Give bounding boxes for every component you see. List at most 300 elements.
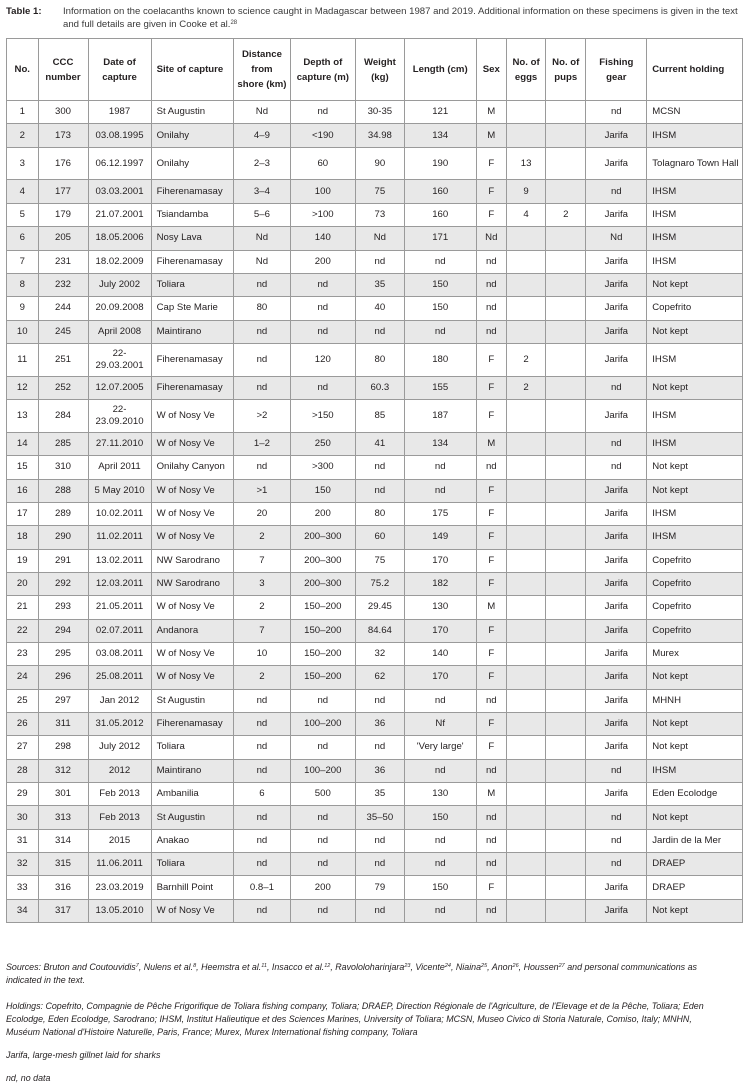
cell-pups [546,736,586,759]
cell-date: April 2008 [88,320,151,343]
cell-length: 170 [404,619,476,642]
cell-length: nd [404,456,476,479]
cell-current-holding: Not kept [647,479,743,502]
cell-fishing-gear: Jarifa [586,297,647,320]
cell-eggs [507,479,546,502]
cell-site: NW Sarodrano [151,549,234,572]
cell-date: 20.09.2008 [88,297,151,320]
cell-fishing-gear: Jarifa [586,124,647,147]
cell-sex: M [476,432,506,455]
cell-length: nd [404,899,476,922]
cell-sex: F [476,180,506,203]
cell-ccc-number: 296 [38,666,88,689]
cell-pups: 2 [546,203,586,226]
table-row [7,876,743,899]
cell-date: 27.11.2010 [88,432,151,455]
cell-depth: 100 [290,180,355,203]
cell-fishing-gear: Jarifa [586,642,647,665]
cell-length: nd [404,250,476,273]
cell-pups [546,101,586,124]
cell-length: 150 [404,297,476,320]
cell-distance: 80 [234,297,291,320]
table-row [7,782,743,805]
cell-eggs [507,250,546,273]
cell-ccc-number: 291 [38,549,88,572]
cell-length: 150 [404,806,476,829]
footnote-text: and personal communications as indicated in the text. [6,962,697,985]
cell-fishing-gear: Jarifa [586,782,647,805]
cell-current-holding: Murex [647,642,743,665]
header-no: No. [7,39,39,101]
cell-ccc-number: 232 [38,273,88,296]
cell-eggs [507,782,546,805]
cell-site: W of Nosy Ve [151,642,234,665]
table-row [7,526,743,549]
cell-eggs [507,572,546,595]
cell-weight: 35 [355,273,404,296]
cell-site: W of Nosy Ve [151,400,234,433]
cell-current-holding: DRAEP [647,853,743,876]
cell-pups [546,829,586,852]
cell-no: 27 [7,736,39,759]
cell-eggs [507,689,546,712]
cell-no: 21 [7,596,39,619]
cell-no: 13 [7,400,39,433]
cell-weight: nd [355,320,404,343]
cell-eggs [507,642,546,665]
cell-eggs [507,759,546,782]
cell-current-holding: Not kept [647,456,743,479]
cell-current-holding: IHSM [647,759,743,782]
footnote-text: , Anon [487,962,513,972]
cell-weight: nd [355,456,404,479]
header-row [7,39,743,101]
cell-ccc-number: 290 [38,526,88,549]
cell-current-holding: IHSM [647,502,743,525]
cell-site: Fiherenamasay [151,180,234,203]
cell-no: 2 [7,124,39,147]
table-row [7,642,743,665]
cell-date: April 2011 [88,456,151,479]
cell-depth: 100–200 [290,759,355,782]
cell-eggs [507,273,546,296]
cell-no: 30 [7,806,39,829]
header-distance: Distance from shore (km) [234,39,291,101]
cell-fishing-gear: Nd [586,227,647,250]
footnote-text: Sources: Bruton and Coutouvidis [6,962,136,972]
cell-distance: 2 [234,526,291,549]
cell-eggs: 9 [507,180,546,203]
cell-length: 155 [404,376,476,399]
cell-fishing-gear: nd [586,759,647,782]
cell-depth: nd [290,376,355,399]
cell-ccc-number: 231 [38,250,88,273]
cell-depth: 150–200 [290,596,355,619]
table-row [7,829,743,852]
cell-pups [546,297,586,320]
cell-length: 134 [404,124,476,147]
cell-fishing-gear: nd [586,806,647,829]
cell-sex: F [476,619,506,642]
cell-sex: F [476,572,506,595]
cell-current-holding: Not kept [647,736,743,759]
cell-fishing-gear: Jarifa [586,666,647,689]
cell-weight: nd [355,479,404,502]
cell-eggs [507,853,546,876]
cell-pups [546,502,586,525]
cell-site: W of Nosy Ve [151,526,234,549]
cell-no: 32 [7,853,39,876]
table-row [7,689,743,712]
cell-weight: 84.64 [355,619,404,642]
table-row [7,549,743,572]
cell-sex: F [476,666,506,689]
cell-date: 25.08.2011 [88,666,151,689]
table-header [7,39,743,101]
header-length: Length (cm) [404,39,476,101]
cell-current-holding: Eden Ecolodge [647,782,743,805]
cell-distance: 3–4 [234,180,291,203]
cell-current-holding: MHNH [647,689,743,712]
cell-eggs [507,619,546,642]
cell-pups [546,619,586,642]
cell-distance: 2 [234,666,291,689]
table-row [7,297,743,320]
cell-sex: nd [476,806,506,829]
cell-eggs [507,456,546,479]
footnote-text: , Heemstra et al. [196,962,262,972]
cell-depth: nd [290,297,355,320]
footnote-reference: 26 [512,963,519,969]
cell-sex: F [476,400,506,433]
table-row [7,320,743,343]
cell-date: 02.07.2011 [88,619,151,642]
cell-site: Nosy Lava [151,227,234,250]
cell-pups [546,666,586,689]
table-row [7,250,743,273]
table-body [7,101,743,923]
cell-site: W of Nosy Ve [151,479,234,502]
cell-ccc-number: 245 [38,320,88,343]
cell-sex: F [476,876,506,899]
cell-fishing-gear: nd [586,829,647,852]
header-pups: No. of pups [546,39,586,101]
cell-length: 175 [404,502,476,525]
cell-sex: F [476,479,506,502]
cell-site: Toliara [151,736,234,759]
cell-date: 13.02.2011 [88,549,151,572]
cell-sex: nd [476,456,506,479]
cell-distance: 0.8–1 [234,876,291,899]
cell-length: 171 [404,227,476,250]
cell-distance: 5–6 [234,203,291,226]
cell-current-holding: IHSM [647,343,743,376]
cell-sex: nd [476,320,506,343]
cell-pups [546,250,586,273]
cell-current-holding: IHSM [647,227,743,250]
cell-length: 160 [404,180,476,203]
cell-no: 28 [7,759,39,782]
footnote-text: , Houssen [518,962,559,972]
table-row [7,456,743,479]
cell-no: 23 [7,642,39,665]
cell-pups [546,549,586,572]
table-row [7,147,743,180]
table-row [7,899,743,922]
cell-sex: F [476,642,506,665]
cell-no: 25 [7,689,39,712]
cell-length: 182 [404,572,476,595]
cell-ccc-number: 317 [38,899,88,922]
cell-length: Nf [404,712,476,735]
cell-date: 21.05.2011 [88,596,151,619]
cell-depth: 200–300 [290,526,355,549]
footnote-text: , Nulens et al. [138,962,194,972]
table-row [7,712,743,735]
cell-distance: 7 [234,549,291,572]
cell-no: 33 [7,876,39,899]
cell-ccc-number: 300 [38,101,88,124]
cell-fishing-gear: Jarifa [586,343,647,376]
cell-fishing-gear: nd [586,853,647,876]
cell-ccc-number: 285 [38,432,88,455]
caption-label: Table 1: [6,6,42,17]
cell-pups [546,432,586,455]
cell-site: NW Sarodrano [151,572,234,595]
cell-sex: F [476,736,506,759]
cell-site: St Augustin [151,806,234,829]
cell-eggs [507,432,546,455]
cell-current-holding: Copefrito [647,572,743,595]
cell-depth: nd [290,806,355,829]
cell-current-holding: Copefrito [647,596,743,619]
table-row [7,101,743,124]
footnote-text: , Insacco et al. [266,962,325,972]
cell-length: 130 [404,596,476,619]
cell-weight: nd [355,689,404,712]
cell-fishing-gear: nd [586,101,647,124]
cell-sex: nd [476,829,506,852]
cell-no: 1 [7,101,39,124]
cell-date: 03.03.2001 [88,180,151,203]
cell-ccc-number: 251 [38,343,88,376]
table-row [7,432,743,455]
cell-sex: nd [476,853,506,876]
cell-eggs [507,297,546,320]
table-caption [6,5,744,31]
header-weight: Weight (kg) [355,39,404,101]
cell-date: Feb 2013 [88,782,151,805]
cell-fishing-gear: Jarifa [586,250,647,273]
cell-length: 190 [404,147,476,180]
table-row [7,124,743,147]
cell-date: July 2012 [88,736,151,759]
cell-pups [546,759,586,782]
cell-weight: 90 [355,147,404,180]
cell-pups [546,479,586,502]
cell-depth: nd [290,101,355,124]
cell-eggs [507,666,546,689]
cell-eggs [507,227,546,250]
cell-no: 3 [7,147,39,180]
cell-distance: 7 [234,619,291,642]
cell-ccc-number: 179 [38,203,88,226]
footnote-text: , Vicente [410,962,445,972]
header-current-holding: Current holding [647,39,743,101]
cell-length: 150 [404,876,476,899]
cell-sex: M [476,124,506,147]
cell-no: 12 [7,376,39,399]
cell-ccc-number: 252 [38,376,88,399]
header-date: Date of capture [88,39,151,101]
cell-site: W of Nosy Ve [151,899,234,922]
cell-length: 187 [404,400,476,433]
table-row [7,227,743,250]
cell-eggs [507,124,546,147]
cell-current-holding: DRAEP [647,876,743,899]
cell-distance: Nd [234,227,291,250]
cell-current-holding: Not kept [647,899,743,922]
cell-distance: nd [234,376,291,399]
header-ccc-number: CCC number [38,39,88,101]
cell-date: 22-23.09.2010 [88,400,151,433]
cell-site: St Augustin [151,689,234,712]
cell-eggs [507,502,546,525]
cell-pups [546,876,586,899]
cell-depth: 200–300 [290,572,355,595]
coelacanth-table [6,38,743,923]
cell-weight: nd [355,736,404,759]
cell-no: 7 [7,250,39,273]
cell-ccc-number: 284 [38,400,88,433]
cell-weight: 34.98 [355,124,404,147]
cell-no: 24 [7,666,39,689]
cell-ccc-number: 314 [38,829,88,852]
cell-pups [546,596,586,619]
cell-eggs [507,526,546,549]
cell-ccc-number: 173 [38,124,88,147]
cell-ccc-number: 244 [38,297,88,320]
cell-ccc-number: 293 [38,596,88,619]
cell-pups [546,782,586,805]
cell-depth: 150–200 [290,619,355,642]
cell-distance: nd [234,736,291,759]
cell-current-holding: IHSM [647,124,743,147]
cell-no: 19 [7,549,39,572]
cell-sex: M [476,596,506,619]
cell-ccc-number: 288 [38,479,88,502]
cell-site: Barnhill Point [151,876,234,899]
cell-site: Onilahy [151,124,234,147]
table-row [7,343,743,376]
cell-no: 11 [7,343,39,376]
cell-eggs [507,712,546,735]
cell-ccc-number: 301 [38,782,88,805]
header-eggs: No. of eggs [507,39,546,101]
cell-depth: nd [290,853,355,876]
cell-fishing-gear: Jarifa [586,479,647,502]
cell-pups [546,853,586,876]
cell-no: 26 [7,712,39,735]
cell-pups [546,806,586,829]
cell-fishing-gear: Jarifa [586,502,647,525]
cell-pups [546,343,586,376]
cell-distance: 2–3 [234,147,291,180]
cell-distance: 2 [234,596,291,619]
cell-sex: F [476,203,506,226]
footnote-reference: 24 [444,963,451,969]
cell-weight: 36 [355,712,404,735]
cell-fishing-gear: Jarifa [586,712,647,735]
cell-ccc-number: 313 [38,806,88,829]
cell-pups [546,147,586,180]
cell-date: 2012 [88,759,151,782]
cell-date: 03.08.2011 [88,642,151,665]
cell-no: 9 [7,297,39,320]
cell-date: July 2002 [88,273,151,296]
cell-date: 13.05.2010 [88,899,151,922]
footnote-text: , Niaina [450,962,482,972]
footnote-reference: 25 [481,963,488,969]
cell-sex: F [476,147,506,180]
cell-depth: nd [290,273,355,296]
caption-text [63,5,744,31]
cell-no: 18 [7,526,39,549]
cell-site: Andanora [151,619,234,642]
cell-weight: 41 [355,432,404,455]
cell-distance: nd [234,273,291,296]
header-fishing-gear: Fishing gear [586,39,647,101]
cell-fishing-gear: Jarifa [586,526,647,549]
table-row [7,806,743,829]
cell-weight: 75 [355,549,404,572]
cell-pups [546,899,586,922]
cell-pups [546,526,586,549]
table-row [7,400,743,433]
cell-depth: >150 [290,400,355,433]
table-row [7,376,743,399]
cell-fishing-gear: nd [586,432,647,455]
cell-length: 170 [404,666,476,689]
cell-current-holding: Not kept [647,666,743,689]
cell-distance: Nd [234,101,291,124]
cell-length: nd [404,759,476,782]
cell-no: 6 [7,227,39,250]
cell-fishing-gear: Jarifa [586,689,647,712]
cell-distance: nd [234,806,291,829]
cell-depth: 140 [290,227,355,250]
cell-no: 34 [7,899,39,922]
cell-sex: nd [476,759,506,782]
cell-current-holding: IHSM [647,180,743,203]
cell-distance: 10 [234,642,291,665]
cell-sex: nd [476,250,506,273]
cell-ccc-number: 205 [38,227,88,250]
cell-length: 150 [404,273,476,296]
cell-depth: >100 [290,203,355,226]
cell-fishing-gear: Jarifa [586,736,647,759]
footnote-jarifa: Jarifa, large-mesh gillnet laid for sharks [6,1050,161,1060]
cell-pups [546,320,586,343]
cell-weight: nd [355,899,404,922]
cell-no: 29 [7,782,39,805]
cell-ccc-number: 310 [38,456,88,479]
cell-weight: 75 [355,180,404,203]
cell-ccc-number: 292 [38,572,88,595]
cell-depth: 200–300 [290,549,355,572]
cell-length: nd [404,853,476,876]
cell-distance: nd [234,899,291,922]
